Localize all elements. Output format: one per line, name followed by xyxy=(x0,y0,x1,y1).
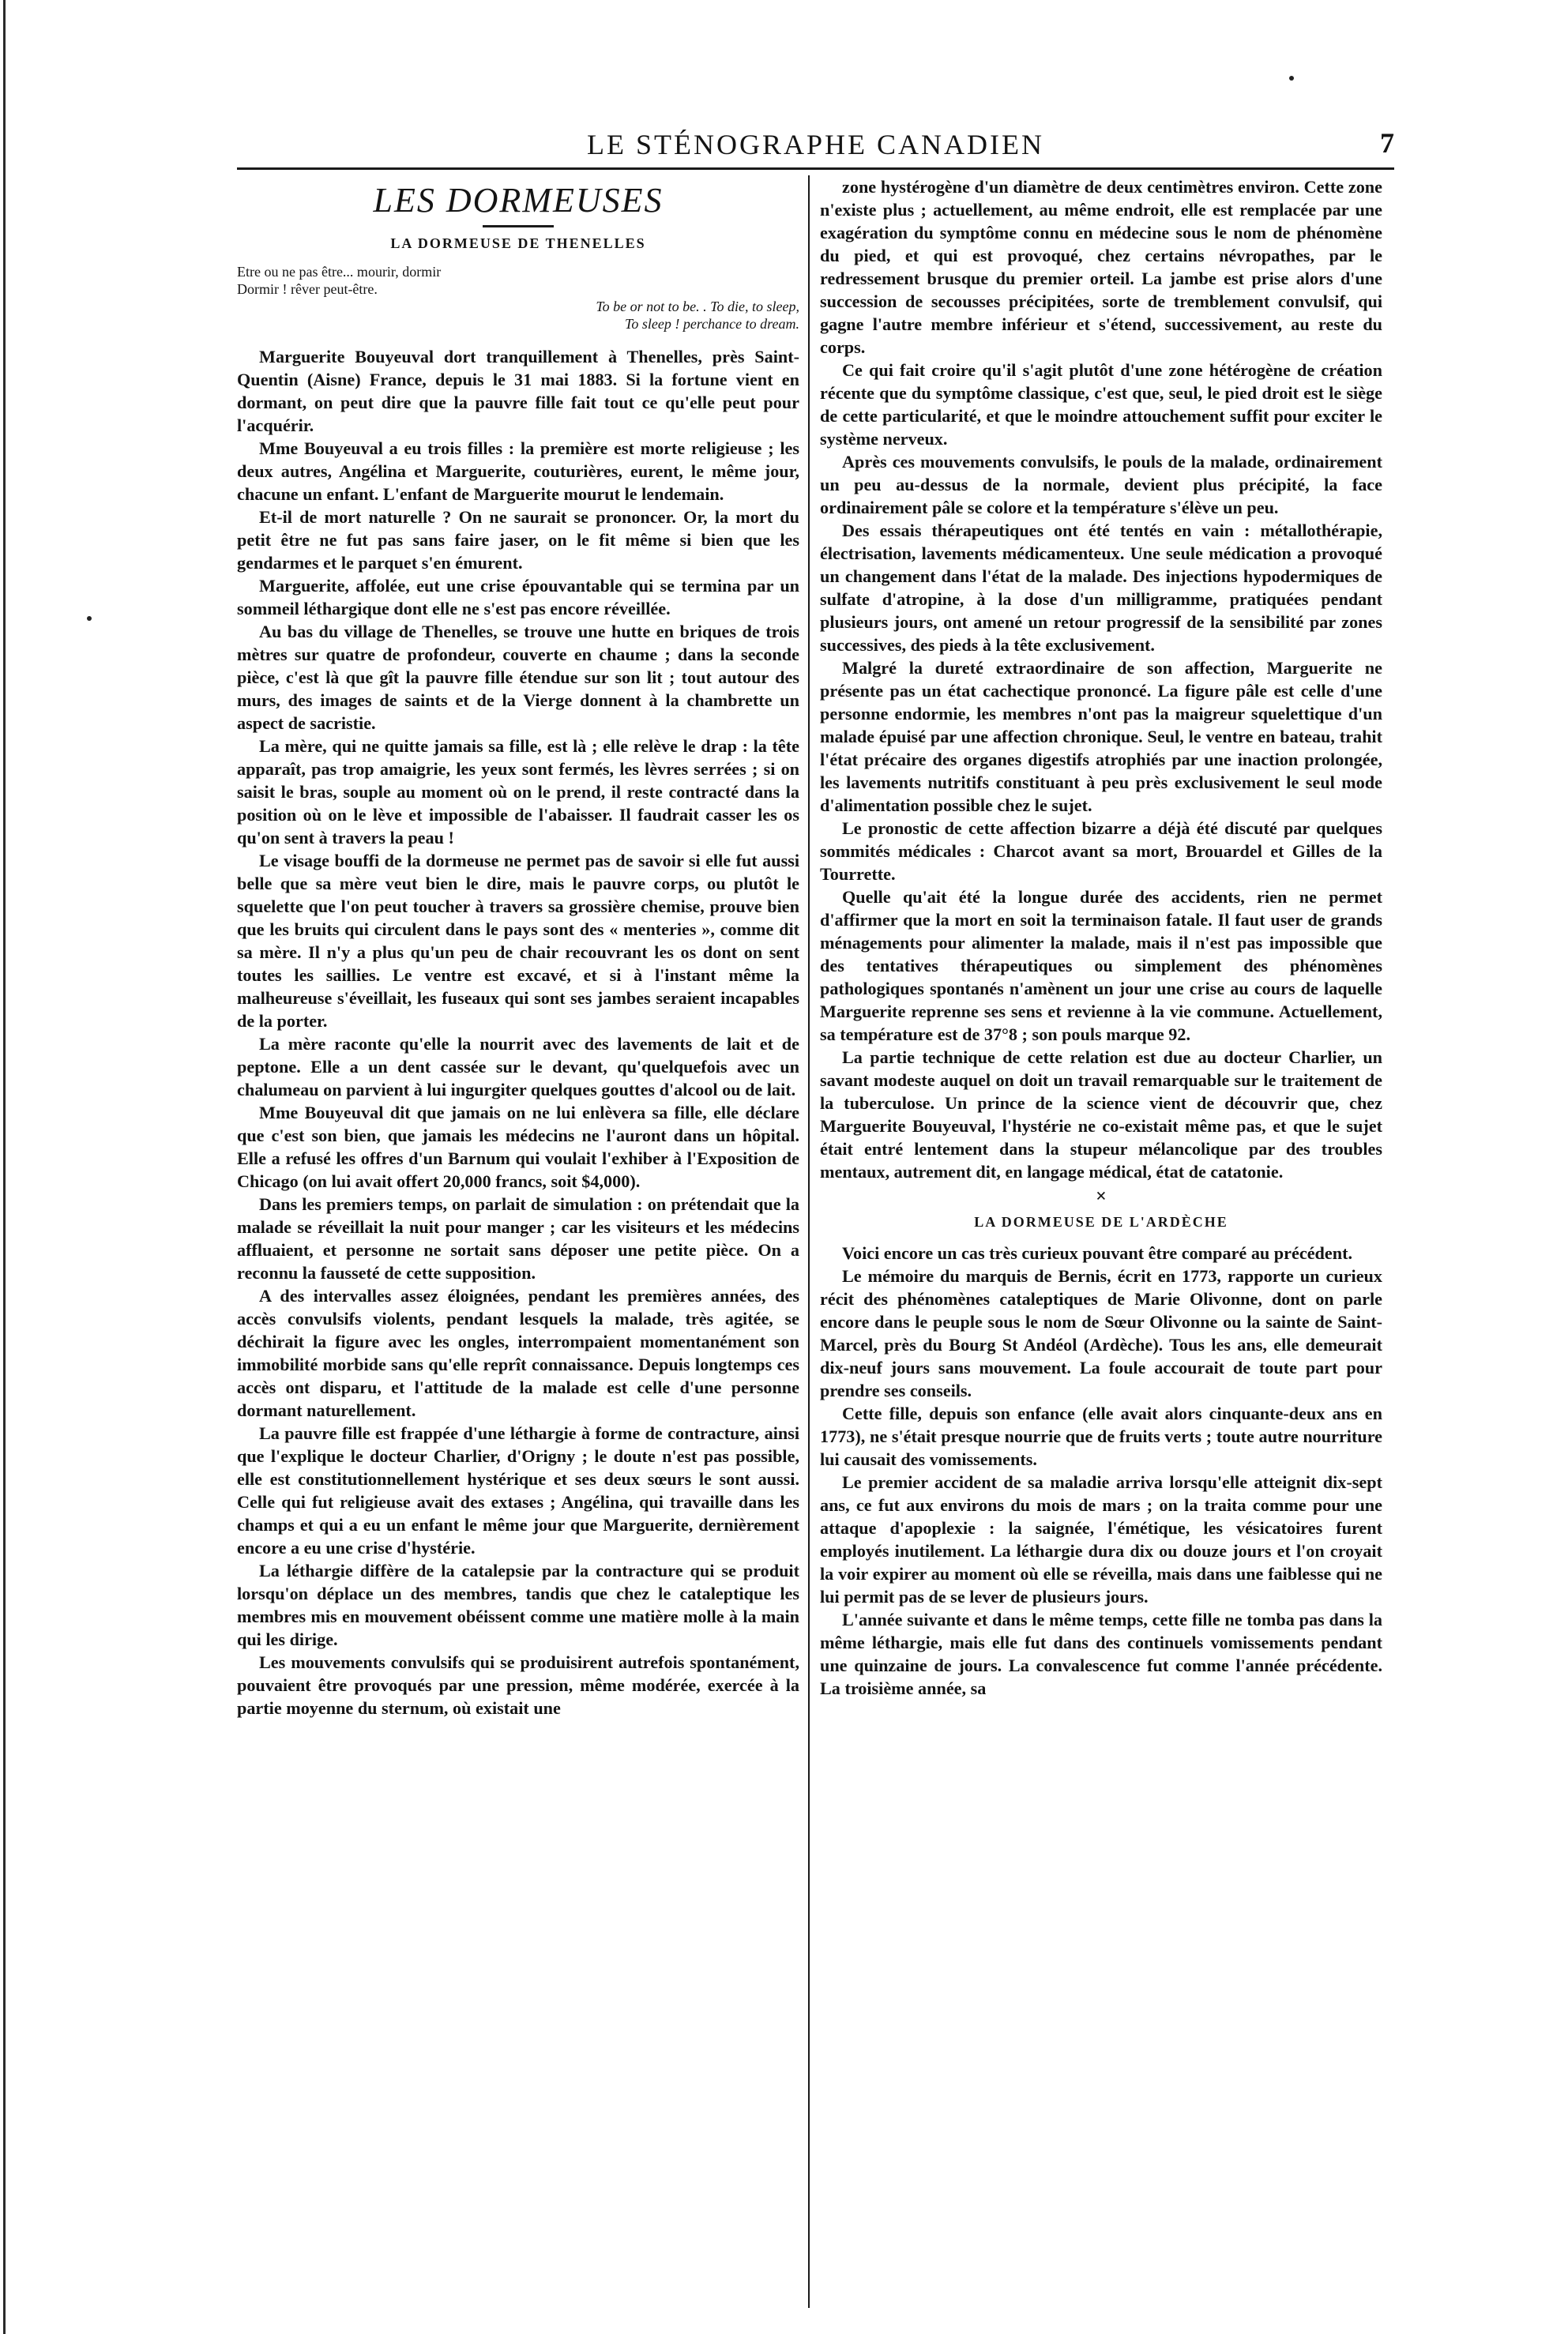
right-column xyxy=(820,175,1382,2308)
right-column-body-continued xyxy=(820,1242,1382,1700)
article-paragraph: Le visage bouffi de la dormeuse ne permet pas de savoir si elle fut aussi belle que sa mère veut bien le dire, mais le pauvre corps, ou plutôt le squelette que l'on peut toucher à travers sa grossière chemise, prouve bien que les bruits qui circulent dans le pays sont des « menteries », comme dit sa mère. Il n'y a plus qu'un peu de chair recouvrant les os dont on sent toutes les saillies. Le ventre est excavé, et si à l'instant même la malheureuse s'éveillait, les fuseaux qui sont ses jambes seraient incapables de la porter. xyxy=(237,851,799,1031)
section-divider: × xyxy=(1096,1186,1107,1207)
article-paragraph: Les mouvements convulsifs qui se produisirent autrefois spontanément, pouvaient être provoqués par une pression, même modérée, exercée à la partie moyenne du sternum, où existait une xyxy=(237,1652,799,1718)
article-paragraph: La pauvre fille est frappée d'une léthargie à forme de contracture, ainsi que l'explique le docteur Charlier, d'Origny ; le doute n'est pas possible, elle est constitutionnellement hystérique et ses deux sœurs le sont aussi. Celle qui fut religieuse avait des extases ; Angélina, qui travaille dans les champs et qui a eu un enfant le même jour que Marguerite, dernièrement encore a eu une crise d'hystérie. xyxy=(237,1423,799,1558)
article-paragraph: Marguerite, affolée, eut une crise épouvantable qui se termina par un sommeil léthargique dont elle ne s'est pas encore réveillée. xyxy=(237,576,799,618)
page-header xyxy=(237,118,1394,170)
article-title: LES DORMEUSES xyxy=(373,181,664,220)
section-heading-ardeche: LA DORMEUSE DE L'ARDÈCHE xyxy=(974,1214,1228,1230)
article-paragraph: Des essais thérapeutiques ont été tentés en vain : métallothérapie, électrisation, lavements médicamenteux. Une seule médication a provoqué un changement dans l'état de la malade. Des injections hypodermiques de sulfate d'atropine, à la dose d'un milligramme, pratiquées pendant plusieurs jours, ont amené un retour progressif de la sensibilité par zones successives, des pieds à la tête exclusivement. xyxy=(820,521,1382,655)
epigraph-en-line: To sleep ! perchance to dream. xyxy=(625,316,799,332)
scan-edge xyxy=(3,0,6,2334)
article-paragraph: Après ces mouvements convulsifs, le pouls de la malade, ordinairement un peu au-dessus de la normale, devient plus précipité, la face ordinairement pâle se colore et la température s'élève un peu. xyxy=(820,452,1382,517)
article-paragraph: Le premier accident de sa maladie arriva lorsqu'elle atteignit dix-sept ans, ce fut aux environs du mois de mars ; on la traita comme pour une attaque d'apoplexie : la saignée, l'émétique, les vésicatoires furent employés inutilement. La léthargie dura dix ou douze jours et l'on croyait la voir expirer au moment où elle se réveilla, mais dans une faiblesse qui ne lui permit pas de se lever de plusieurs jours. xyxy=(820,1472,1382,1607)
left-column xyxy=(237,175,799,2308)
epigraph xyxy=(237,263,799,333)
article-paragraph: Ce qui fait croire qu'il s'agit plutôt d'une zone hétérogène de création récente que du symptôme classique, c'est que, seul, le pied droit est le siège de cette particularité, et que le moindre attouchement suffit pour exciter le système nerveux. xyxy=(820,360,1382,449)
article-paragraph: La mère raconte qu'elle la nourrit avec des lavements de lait et de peptone. Elle a un dent cassée sur le devant, qu'quelquefois avec un chalumeau on parvient à lui ingurgiter quelques gouttes d'alcool ou de lait. xyxy=(237,1034,799,1099)
article-paragraph: A des intervalles assez éloignées, pendant les premières années, des accès convulsifs violents, pendant lesquels la malade, très agitée, se déchirait la figure avec les ongles, interrompaient momentanément son immobilité morbide sans qu'elle reprît connaissance. Depuis longtemps ces accès ont disparu, et l'attitude de la malade est celle d'une personne dormant naturellement. xyxy=(237,1286,799,1420)
article-paragraph: Mme Bouyeuval a eu trois filles : la première est morte religieuse ; les deux autres, Angélina et Marguerite, couturières, eurent, le même jour, chacune un enfant. L'enfant de Marguerite mourut le lendemain. xyxy=(237,438,799,504)
article-paragraph: Au bas du village de Thenelles, se trouve une hutte en briques de trois mètres sur quatre de profondeur, couverte en chaume ; dans la seconde pièce, c'est là que gît la pauvre fille étendue sur son lit ; tout autour des murs, des images de saints et de la Vierge donnent à la chambrette un aspect de sacristie. xyxy=(237,622,799,733)
epigraph-en-line: To be or not to be. . To die, to sleep, xyxy=(596,299,799,314)
article-paragraph: La partie technique de cette relation est due au docteur Charlier, un savant modeste auquel on doit un travail remarquable sur le traitement de la tuberculose. Un prince de la science vient de découvrir que, chez Marguerite Bouyeuval, l'hystérie ne co-existait même pas, et que le sujet était entré lentement dans la stupeur mélancolique par des troubles mentaux, autrement dit, en langage médical, état de catatonie. xyxy=(820,1047,1382,1182)
article-paragraph: zone hystérogène d'un diamètre de deux centimètres environ. Cette zone n'existe plus ; actuellement, au même endroit, elle est remplacée par une exagération du symptôme connu en médecine sous le nom de phénomène du pied, et qui est provoqué, chez certains névropathes, par le redressement brusque du premier orteil. La jambe est prise alors d'une succession de secousses précipitées, sorte de tremblement convulsif, qui gagne l'autre membre inférieur et s'étend, successivement, au reste du corps. xyxy=(820,177,1382,357)
article-paragraph: Et-il de mort naturelle ? On ne saurait se prononcer. Or, la mort du petit être ne fut pas sans faire jaser, on le fit même si bien que les gendarmes et le parquet s'en émurent. xyxy=(237,507,799,573)
article-paragraph: Le pronostic de cette affection bizarre a déjà été discuté par quelques sommités médicales : Charcot avant sa mort, Brouardel et Gilles de la Tourrette. xyxy=(820,818,1382,884)
article-paragraph: Le mémoire du marquis de Bernis, écrit en 1773, rapporte un curieux récit des phénomènes cataleptiques de Marie Olivonne, dont on parle encore dans le peuple sous le nom de Sœur Olivonne ou la sainte de Saint-Marcel, près du Bourg St Andéol (Ardèche). Tous les ans, elle demeurait dix-neuf jours sans mouvement. La foule accourait de toute part pour prendre ses conseils. xyxy=(820,1266,1382,1400)
ink-speck xyxy=(1289,76,1294,81)
columns xyxy=(237,175,1394,2308)
article-paragraph: Cette fille, depuis son enfance (elle avait alors cinquante-deux ans en 1773), ne s'était presque nourrie que de fruits verts ; toute autre nourriture lui causait des vomissements. xyxy=(820,1404,1382,1469)
left-column-body xyxy=(237,345,799,1719)
article-paragraph: Mme Bouyeuval dit que jamais on ne lui enlèvera sa fille, elle déclare que c'est son bien, que jamais les médecins ne l'auront dans un hôpital. Elle a refusé les offres d'un Barnum qui voulait l'exhiber à l'Exposition de Chicago (on lui avait offert 20,000 francs, soit $4,000). xyxy=(237,1103,799,1191)
section-heading-thenelles: LA DORMEUSE DE THENELLES xyxy=(390,235,646,251)
newspaper-page xyxy=(237,118,1394,1718)
page-number: 7 xyxy=(1380,127,1394,159)
article-paragraph: L'année suivante et dans le même temps, cette fille ne tomba pas dans la même léthargie, mais elle fut dans des continuels vomissements pendant une quinzaine de jours. La convalescence fut comme l'année précédente. La troisième année, sa xyxy=(820,1610,1382,1698)
article-paragraph: Dans les premiers temps, on parlait de simulation : on prétendait que la malade se réveillait la nuit pour manger ; car les visiteurs et les médecins affluaient, et personne ne sortait sans déposer une petite pièce. On a reconnu la fausseté de cette supposition. xyxy=(237,1194,799,1283)
article-paragraph: Quelle qu'ait été la longue durée des accidents, rien ne permet d'affirmer que la mort en soit la terminaison fatale. Il faut user de grands ménagements pour alimenter la malade, mais il n'est pas impossible que des tentatives thérapeutiques ou simplement des phénomènes pathologiques spontanés n'amènent un jour une crise au cours de laquelle Marguerite reprenne ses sens et revienne à la vie commune. Actuellement, sa température est de 37°8 ; son pouls marque 92. xyxy=(820,887,1382,1044)
title-rule xyxy=(483,225,554,227)
right-column-body xyxy=(820,175,1382,1183)
column-rule xyxy=(808,175,810,2308)
epigraph-fr-line: Etre ou ne pas être... mourir, dormir xyxy=(237,264,442,280)
article-paragraph: Voici encore un cas très curieux pouvant être comparé au précédent. xyxy=(842,1243,1353,1263)
article-paragraph: Marguerite Bouyeuval dort tranquillement à Thenelles, près Saint-Quentin (Aisne) France, depuis le 31 mai 1883. Si la fortune vient en dormant, on peut dire que la pauvre fille fait tout ce qu'elle peut pour l'acquérir. xyxy=(237,347,799,435)
epigraph-fr-line: Dormir ! rêver peut-être. xyxy=(237,281,378,297)
article-paragraph: La mère, qui ne quitte jamais sa fille, est là ; elle relève le drap : la tête apparaît, pas trop amaigrie, les yeux sont fermés, les lèvres serrées ; si on saisit le bras, souple au moment où on le prend, il reste contracté dans la position où on le lève et impossible de l'abaisser. Il faudrait casser les os qu'on sent à travers la peau ! xyxy=(237,736,799,848)
article-paragraph: La léthargie diffère de la catalepsie par la contracture qui se produit lorsqu'on déplace un des membres, tandis que chez le cataleptique les membres mis en mouvement obéissent comme une matière molle à la main qui les dirige. xyxy=(237,1561,799,1649)
ink-speck xyxy=(87,616,92,621)
running-head: LE STÉNOGRAPHE CANADIEN xyxy=(587,129,1044,160)
article-paragraph: Malgré la dureté extraordinaire de son affection, Marguerite ne présente pas un état cachectique prononcé. La figure pâle est celle d'une personne endormie, les membres n'ont pas la maigreur squelettique d'un malade épuisé par une affection chronique. Seul, le ventre en bateau, trahit l'état précaire des organes digestifs atrophiés par une inaction prolongée, les lavements nutritifs constituant à peu près exclusivement le seul mode d'alimentation possible chez le sujet. xyxy=(820,658,1382,815)
